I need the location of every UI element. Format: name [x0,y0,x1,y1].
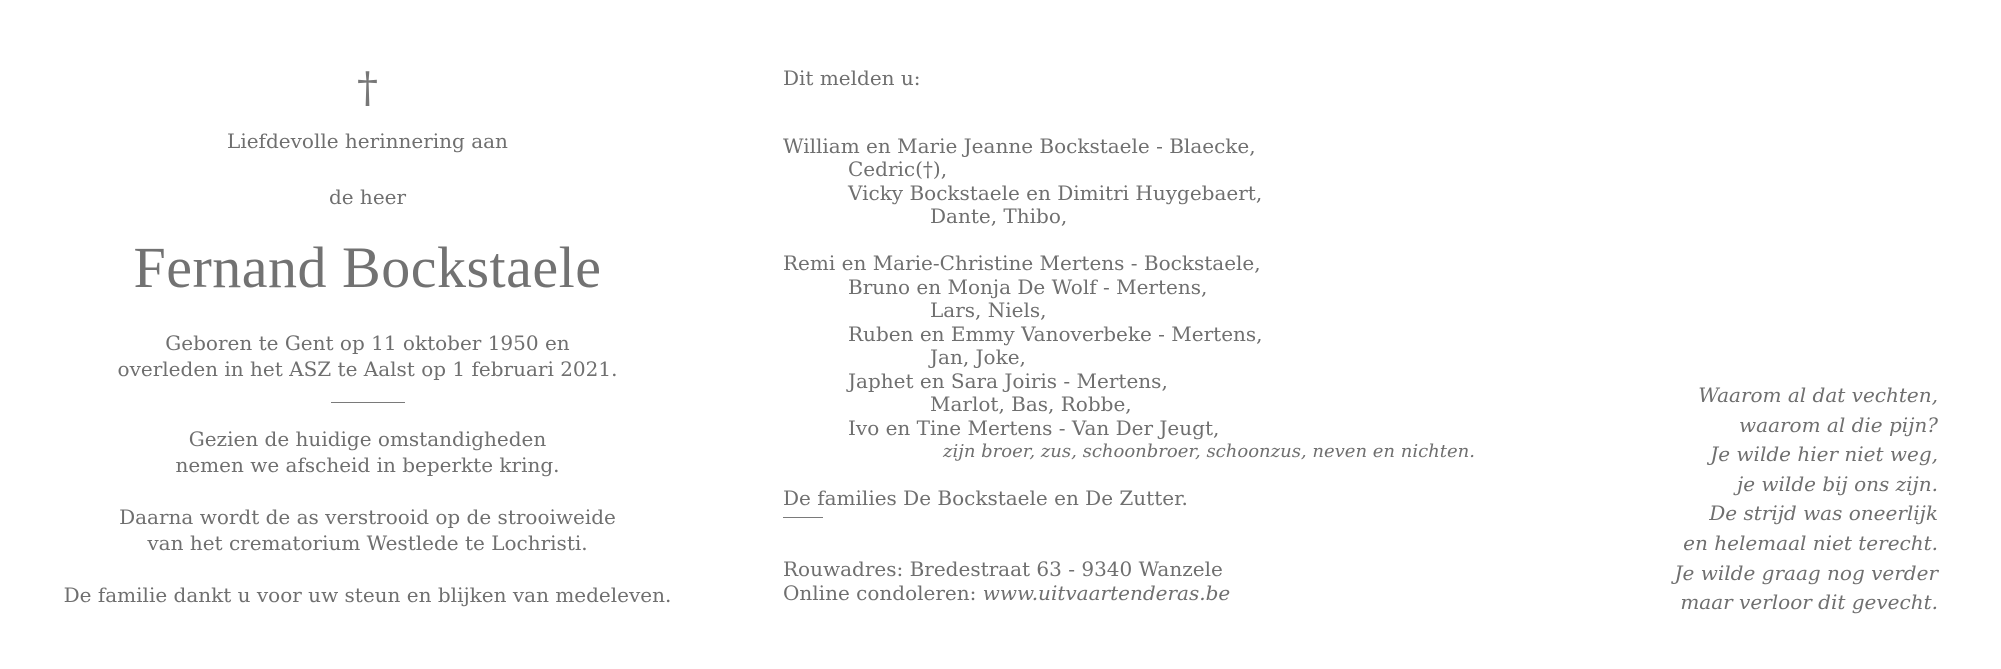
circumstances-line-2: nemen we afscheid in beperkte kring. [175,453,560,477]
announcement-panel [783,67,1503,605]
honorific: de heer [328,185,407,209]
address-line: Rouwadres: Bredestraat 63 - 9340 Wanzele [783,557,1223,581]
deceased-name: Fernand Bockstaele [133,235,602,300]
family-line: Bruno en Monja De Wolf - Mertens, [848,274,1208,299]
condolences-label: Online condoleren: [783,580,983,605]
announcement-heading: Dit melden u: [783,66,921,90]
left-panel [60,63,675,608]
family-line: Cedric(†), [848,157,948,181]
poem-line: Je wilde hier niet weg, [1710,442,1938,467]
poem-line: en helemaal niet terecht. [1683,530,1938,555]
family-line: Lars, Niels, [930,298,1047,322]
family-group-2 [783,252,1503,464]
birth-line-1: Geboren te Gent op 11 oktober 1950 en [165,331,570,355]
relatives-line: zijn broer, zus, schoonbroer, schoonzus, neven en nichten. [943,441,1475,462]
divider [331,402,405,403]
condolences-url[interactable]: www.uitvaartenderas.be [982,580,1231,605]
family-group-1 [783,135,1503,229]
poem-line: je wilde bij ons zijn. [1737,471,1938,496]
poem [1518,381,1938,618]
family-line: Ivo en Tine Mertens - Van Der Jeugt, [848,415,1220,440]
circumstances-line-1: Gezien de huidige omstandigheden [188,427,547,451]
ashes-line-1: Daarna wordt de as verstrooid op de strooiweide [119,505,616,529]
birth-line-2: overleden in het ASZ te Aalst op 1 februari 2021. [117,357,618,381]
family-line: Remi en Marie-Christine Mertens - Bockstaele, [783,251,1261,275]
families-line: De families De Bockstaele en De Zutter. [783,485,1188,510]
poem-line: Waarom al dat vechten, [1698,383,1938,407]
thanks-text: De familie dankt u voor uw steun en blijken van medeleven. [63,583,672,607]
family-line: Vicky Bockstaele en Dimitri Huygebaert, [848,180,1263,205]
cross-icon: † [357,63,378,112]
poem-line: De strijd was oneerlijk [1709,501,1938,526]
family-line: William en Marie Jeanne Bockstaele - Blaecke, [783,133,1256,158]
poem-line: maar verloor dit gevecht. [1680,590,1938,615]
family-line: Ruben en Emmy Vanoverbeke - Mertens, [848,321,1263,346]
family-line: Japhet en Sara Joiris - Mertens, [848,368,1168,393]
condolences-line [783,582,1503,606]
intro-text: Liefdevolle herinnering aan [227,129,508,153]
poem-line: waarom al die pijn? [1739,412,1938,437]
poem-line: Je wilde graag nog verder [1674,560,1938,585]
short-divider [783,517,823,518]
ashes-line-2: van het crematorium Westlede te Lochristi. [147,531,588,555]
family-line: Marlot, Bas, Robbe, [930,392,1132,416]
family-line: Dante, Thibo, [930,204,1068,228]
family-line: Jan, Joke, [930,345,1026,369]
